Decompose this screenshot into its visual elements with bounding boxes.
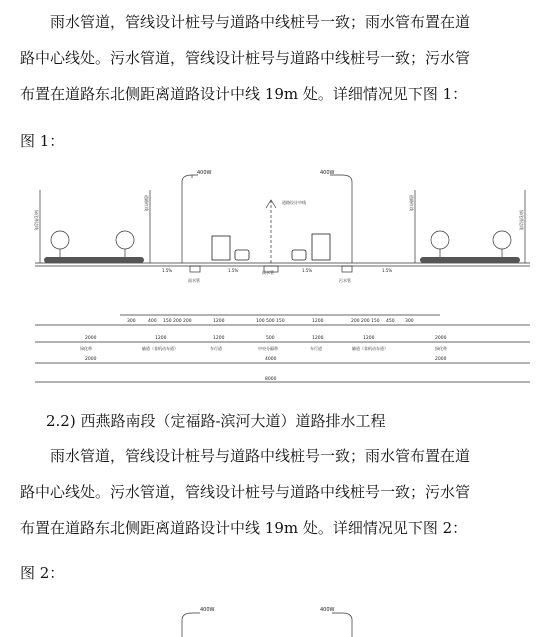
row1-dim-9: 150 bbox=[276, 319, 285, 324]
pipe-center-label: 雨水管 bbox=[262, 270, 274, 275]
side-label-1: 绿化带边线 bbox=[34, 210, 39, 230]
total-width: 8000 bbox=[265, 377, 277, 382]
row1-dim-14: 450 bbox=[386, 319, 395, 324]
row1-dim-1: 300 bbox=[127, 319, 136, 324]
row2-dim-7: 2000 bbox=[435, 336, 447, 341]
row1-dim-2: 400 bbox=[148, 319, 157, 324]
lamp-label-right: 400W bbox=[320, 170, 335, 176]
truck-left bbox=[212, 236, 230, 260]
row3-dim-2: 4000 bbox=[265, 357, 277, 362]
fig2-left-lamp bbox=[182, 613, 200, 637]
row2-name-2: 辅道（非机动车道） bbox=[142, 346, 178, 351]
figure-2-label: 图 2： bbox=[20, 564, 65, 582]
row2-dim-4: 500 bbox=[266, 336, 275, 341]
row2-name-7: 绿化带 bbox=[435, 346, 447, 351]
row1-dim-5: 200 bbox=[183, 319, 192, 324]
pipe-right bbox=[342, 266, 352, 272]
paragraph-1 bbox=[20, 4, 540, 112]
paragraph-2 bbox=[20, 438, 540, 546]
truck-right bbox=[312, 234, 330, 260]
left-street-lamp bbox=[182, 175, 198, 263]
slope-4: 1.5% bbox=[382, 268, 393, 273]
fig2-right-lamp bbox=[332, 613, 352, 637]
figure-2-road-cross-section bbox=[160, 602, 400, 637]
tree-3 bbox=[431, 231, 449, 249]
pipe-left bbox=[190, 266, 200, 272]
paragraph-2-line-1: 雨水管道，管线设计桩号与道路中线桩号一致；雨水管布置在道 bbox=[50, 447, 471, 465]
tree-4 bbox=[493, 231, 511, 249]
car-right bbox=[292, 250, 306, 260]
row3-dim-3: 2000 bbox=[435, 357, 447, 362]
figure-1-label: 图 1： bbox=[20, 132, 65, 150]
row1-dim-8: 500 bbox=[266, 319, 275, 324]
row2-name-5: 车行道 bbox=[310, 346, 322, 351]
center-line-label: 道路设计中线 bbox=[282, 200, 306, 205]
row2-dim-6: 1200 bbox=[363, 336, 375, 341]
slope-3: 1.5% bbox=[302, 268, 313, 273]
row2-name-1: 绿化带 bbox=[80, 346, 92, 351]
side-label-3: 道路红线 bbox=[409, 195, 414, 211]
row2-dim-1: 2000 bbox=[85, 336, 97, 341]
row3-dim-1: 2000 bbox=[85, 357, 97, 362]
row2-dim-3: 1200 bbox=[213, 336, 225, 341]
paragraph-2-line-2: 路中心线处。污水管道，管线设计桩号与道路中线桩号一致；污水管 bbox=[20, 483, 471, 501]
row1-dim-6: 1200 bbox=[213, 319, 225, 324]
paragraph-1-line-3: 布置在道路东北侧距离道路设计中线 19m 处。详细情况见下图 1： bbox=[20, 85, 468, 103]
pipe-left-label: 雨水管 bbox=[188, 278, 200, 283]
row2-dim-2: 1200 bbox=[155, 336, 167, 341]
slope-1: 1.5% bbox=[162, 268, 173, 273]
paragraph-2-line-3: 布置在道路东北侧距离道路设计中线 19m 处。详细情况见下图 2： bbox=[20, 519, 468, 537]
shrub-row-left bbox=[44, 257, 144, 263]
row1-dim-10: 1200 bbox=[312, 319, 324, 324]
fig2-lamp-label-left: 400W bbox=[200, 607, 215, 613]
side-label-4: 绿化带边线 bbox=[519, 210, 524, 230]
fig2-lamp-label-right: 400W bbox=[320, 607, 335, 613]
section-heading-2-2: 2.2) 西燕路南段（定福路-滨河大道）道路排水工程 bbox=[46, 412, 386, 430]
row1-dim-12: 200 bbox=[361, 319, 370, 324]
tree-2 bbox=[116, 231, 134, 249]
row1-dim-11: 200 bbox=[351, 319, 360, 324]
row2-name-3: 车行道 bbox=[210, 346, 222, 351]
pipe-right-label: 污水管 bbox=[339, 278, 351, 283]
row2-dim-5: 1200 bbox=[312, 336, 324, 341]
tree-1 bbox=[51, 231, 69, 249]
slope-2: 1.5% bbox=[228, 268, 239, 273]
car-left bbox=[235, 250, 249, 260]
row1-dim-13: 150 bbox=[371, 319, 380, 324]
right-street-lamp bbox=[330, 175, 352, 263]
row2-name-4: 中央分隔带 bbox=[258, 346, 278, 351]
row1-dim-15: 300 bbox=[405, 319, 414, 324]
paragraph-1-line-2: 路中心线处。污水管道，管线设计桩号与道路中线桩号一致；污水管 bbox=[20, 49, 471, 67]
row1-dim-3: 150 bbox=[163, 319, 172, 324]
row2-name-6: 辅道（非机动车道） bbox=[352, 346, 388, 351]
paragraph-1-line-1: 雨水管道，管线设计桩号与道路中线桩号一致；雨水管布置在道 bbox=[50, 13, 471, 31]
lamp-label-left: 400W bbox=[197, 170, 212, 176]
row1-dim-7: 100 bbox=[256, 319, 265, 324]
row1-dim-4: 200 bbox=[173, 319, 182, 324]
figure-1-road-cross-section bbox=[30, 170, 535, 395]
side-label-2: 道路红线 bbox=[144, 195, 149, 211]
shrub-row-right bbox=[420, 257, 520, 263]
